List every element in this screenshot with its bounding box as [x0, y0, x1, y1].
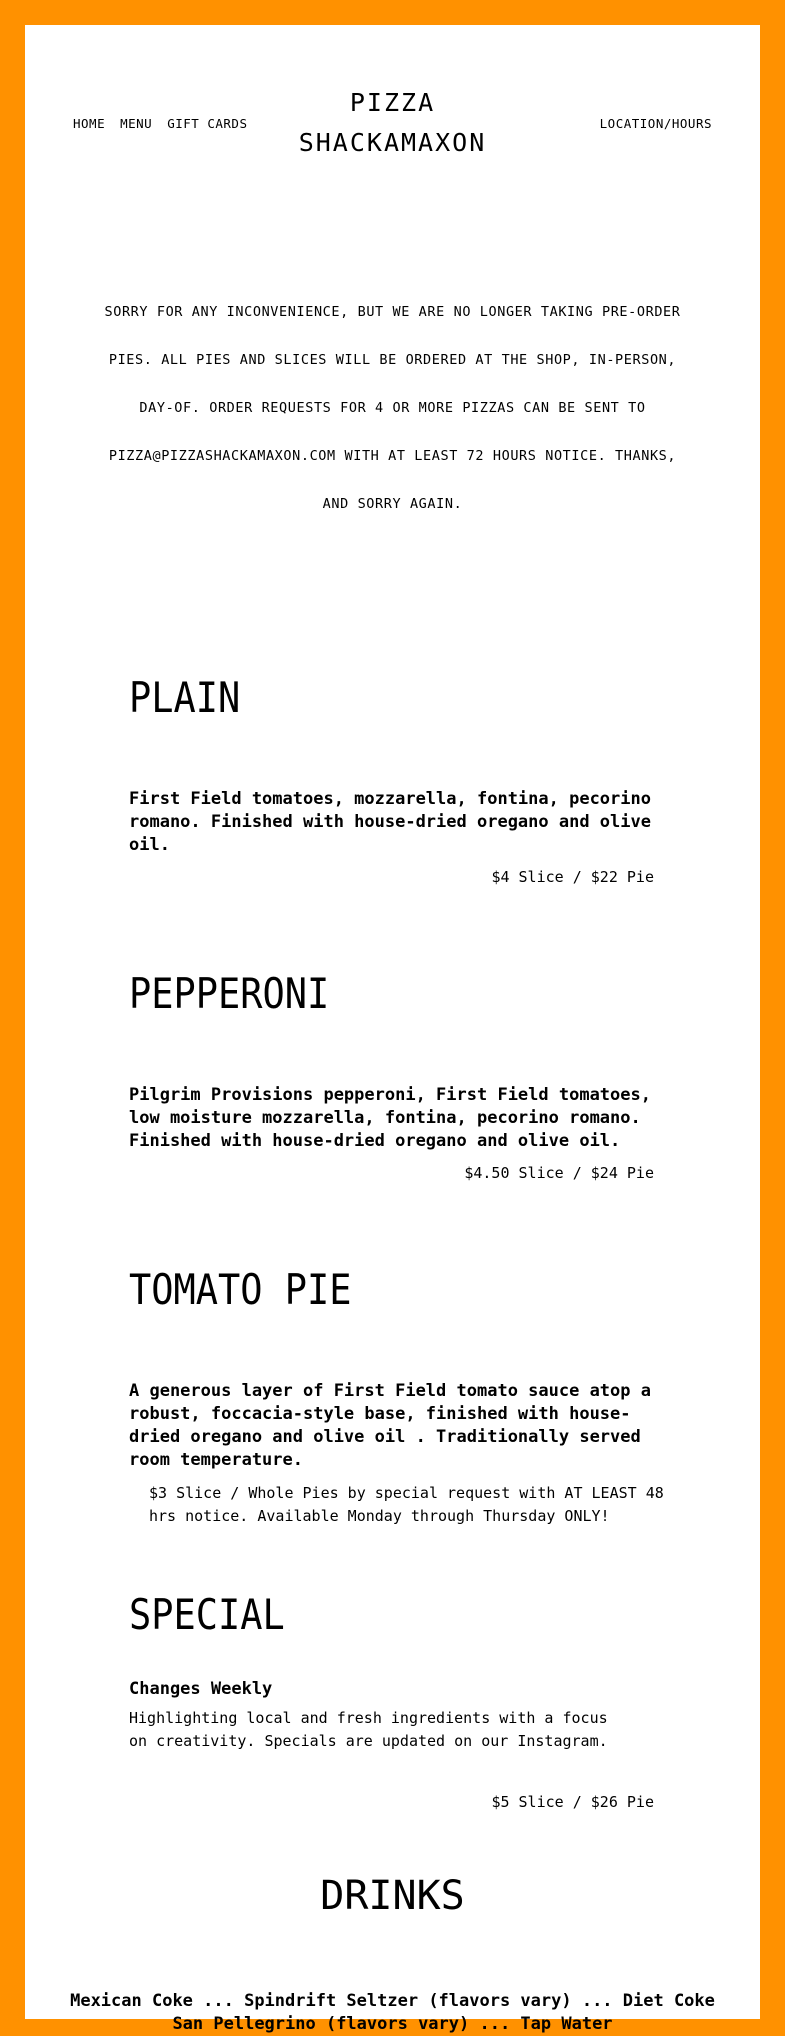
pepperoni-description: Pilgrim Provisions pepperoni, First Field tomatoes, low moisture mozzarella, fontina, pecorino romano. Finished with house-dried oregano and olive oil. — [129, 1085, 651, 1151]
plain-price: $4 Slice / $22 Pie — [491, 868, 654, 886]
pepperoni-title: PEPPERONI — [129, 969, 330, 1018]
pepperoni-price: $4.50 Slice / $24 Pie — [464, 1164, 654, 1182]
special-subtitle: Changes Weekly — [129, 1679, 273, 1699]
logo-line-2: SHACKAMAXON — [298, 128, 487, 157]
tomato-pie-note: $3 Slice / Whole Pies by special request with AT LEAST 48 hrs notice. Available Monday through Thursday ONLY! — [149, 1484, 664, 1525]
preorder-notice: SORRY FOR ANY INCONVENIENCE, BUT WE ARE NO LONGER TAKING PRE-ORDER PIES. ALL PIES AND SLICES WILL BE ORDERED AT THE SHOP, IN-PERSON, DAY-OF. ORDER REQUESTS FOR 4 OR MORE PIZZAS CAN BE SENT TO PIZZA@PIZZASHACKAMAXON.COM WITH AT LEAST 72 HOURS NOTICE. THANKS, AND SORRY AGAIN. — [104, 304, 681, 512]
special-description: Highlighting local and fresh ingredients with a focus on creativity. Specials are updated on our Instagram. — [129, 1709, 608, 1750]
nav-menu-link[interactable]: MENU — [120, 116, 153, 131]
tomato-pie-title: TOMATO PIE — [129, 1265, 352, 1314]
plain-description: First Field tomatoes, mozzarella, fontina, pecorino romano. Finished with house-dried oregano and olive oil. — [129, 789, 651, 855]
drinks-list: Mexican Coke ... Spindrift Seltzer (flavors vary) ... Diet Coke San Pellegrino (flavors vary) ... Tap Water — [70, 1991, 715, 2034]
nav-location-hours-link[interactable]: LOCATION/HOURS — [599, 116, 712, 131]
special-title: SPECIAL — [129, 1590, 285, 1639]
nav-home-link[interactable]: HOME — [73, 116, 106, 131]
tomato-pie-description: A generous layer of First Field tomato sauce atop a robust, foccacia-style base, finished with house-dried oregano and olive oil . Traditionally served room temperature. — [129, 1381, 651, 1470]
page-content — [25, 25, 760, 2034]
drinks-title: DRINKS — [320, 1873, 465, 1919]
nav-gift-cards-link[interactable]: GIFT CARDS — [167, 116, 248, 131]
special-price: $5 Slice / $26 Pie — [491, 1793, 654, 1811]
plain-title: PLAIN — [129, 673, 241, 722]
logo-line-1: PIZZA — [349, 88, 436, 117]
